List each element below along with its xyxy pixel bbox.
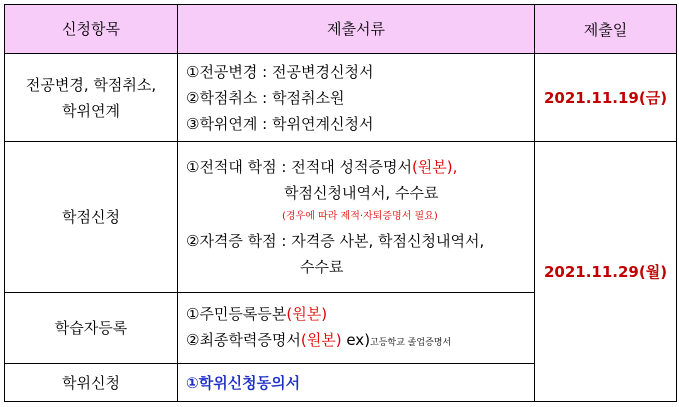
item-label: 전공변경, 학점취소,	[25, 75, 157, 94]
document-line: ③학위연계 : 학위연계신청서	[186, 114, 374, 133]
document-text: ②최종학력증명서	[186, 330, 301, 349]
conditional-note: (경우에 따라 제적·자퇴증명서 필요)	[282, 211, 438, 222]
table-row	[5, 142, 677, 293]
document-line	[186, 154, 534, 180]
original-copy-note: (원본)	[300, 330, 342, 349]
item-cell	[5, 142, 178, 293]
header-deadline: 제출일	[535, 5, 677, 54]
deadline-date: 2021.11.29(월)	[535, 142, 677, 402]
document-text: ①전적대 학점 : 전적대 성적증명서	[186, 158, 412, 176]
item-label: 학습자등록	[54, 319, 128, 337]
document-line: ②자격증 학점 : 자격증 사본, 학점신청내역서,	[186, 232, 485, 250]
header-row	[5, 5, 677, 54]
documents-cell	[178, 364, 535, 402]
documents-cell	[178, 142, 535, 293]
document-line: ①학위신청동의서	[186, 373, 301, 392]
document-line	[186, 301, 534, 327]
comma: ,	[452, 158, 458, 176]
document-line: 수수료	[300, 258, 344, 276]
document-line: ②학점취소 : 학점취소원	[186, 88, 345, 107]
header-item: 신청항목	[5, 5, 178, 54]
document-line: ①전공변경 : 전공변경신청서	[186, 62, 374, 81]
item-cell	[5, 54, 178, 142]
header-documents: 제출서류	[178, 5, 535, 54]
item-label: 학점신청	[62, 208, 120, 226]
example-label: ex)	[341, 330, 371, 349]
documents-cell	[178, 293, 535, 364]
item-label: 학위연계	[62, 101, 120, 120]
original-copy-note: (원본)	[286, 304, 328, 323]
example-note: 고등학교 졸업증명서	[370, 337, 452, 348]
document-line: 학점신청내역서, 수수료	[284, 184, 439, 202]
deadline-date: 2021.11.19(금)	[535, 54, 677, 142]
item-label: 학위신청	[62, 373, 120, 392]
submission-table	[4, 4, 677, 402]
document-text: ①주민등록등본	[186, 304, 287, 323]
document-line	[186, 327, 534, 356]
table-row	[5, 54, 677, 142]
item-cell	[5, 364, 178, 402]
documents-cell	[178, 54, 535, 142]
original-copy-note: (원본)	[411, 158, 453, 176]
item-cell	[5, 293, 178, 364]
